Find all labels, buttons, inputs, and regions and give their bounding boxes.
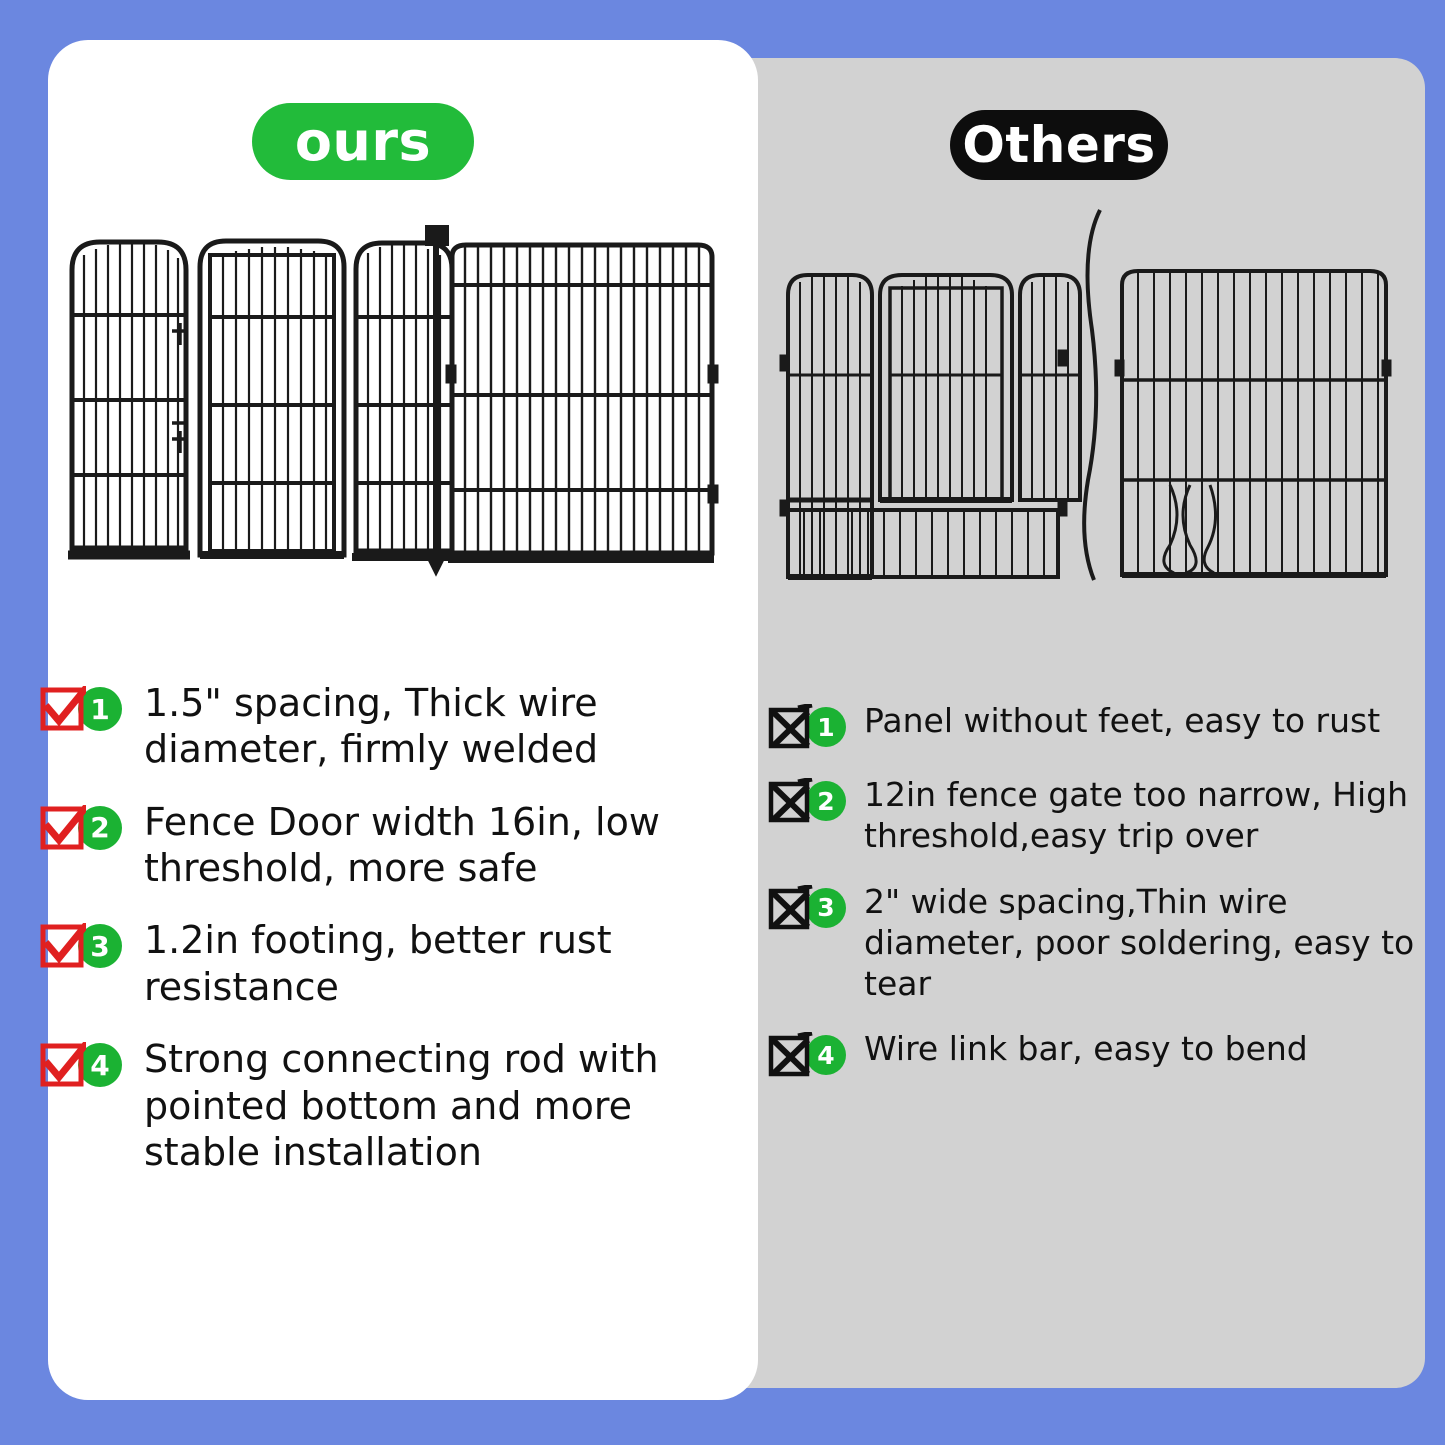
feature-text: Strong connecting rod with pointed bottom and more stable installation bbox=[144, 1037, 659, 1174]
feature-marks bbox=[768, 881, 846, 931]
feature-number: 3 bbox=[78, 924, 122, 968]
ours-feature-list bbox=[40, 680, 760, 1201]
list-item bbox=[40, 917, 760, 1010]
feature-marks bbox=[40, 799, 122, 851]
feature-marks bbox=[40, 1036, 122, 1088]
list-item bbox=[40, 799, 760, 892]
feature-text: Wire link bar, easy to bend bbox=[864, 1029, 1308, 1069]
feature-text: 2" wide spacing,Thin wire diameter, poor soldering, easy to tear bbox=[864, 881, 1415, 1003]
feature-marks bbox=[768, 1028, 846, 1078]
check-icon bbox=[40, 686, 86, 732]
feature-marks bbox=[40, 917, 122, 969]
cross-icon bbox=[768, 778, 814, 824]
check-icon bbox=[40, 923, 86, 969]
feature-number: 1 bbox=[78, 687, 122, 731]
ours-badge: ours bbox=[252, 103, 474, 180]
feature-marks bbox=[40, 680, 122, 732]
others-badge: Others bbox=[950, 110, 1168, 180]
check-icon bbox=[40, 805, 86, 851]
list-item bbox=[40, 1036, 760, 1175]
list-item bbox=[768, 1028, 1418, 1078]
cross-icon bbox=[768, 704, 814, 750]
list-item bbox=[40, 680, 760, 773]
feature-marks bbox=[768, 774, 846, 824]
list-item bbox=[768, 700, 1418, 750]
others-playpen-illustration bbox=[770, 200, 1410, 600]
others-feature-list bbox=[768, 700, 1418, 1102]
feature-text: 1.5" spacing, Thick wire diameter, firmly welded bbox=[144, 681, 599, 772]
cross-icon bbox=[768, 1032, 814, 1078]
list-item bbox=[768, 881, 1418, 1005]
check-icon bbox=[40, 1042, 86, 1088]
feature-text: 1.2in footing, better rust resistance bbox=[144, 918, 612, 1009]
feature-text: Fence Door width 16in, low threshold, more safe bbox=[144, 799, 660, 891]
list-item bbox=[768, 774, 1418, 857]
feature-text: 12in fence gate too narrow, High threshold,easy trip over bbox=[864, 775, 1409, 856]
ours-playpen-illustration bbox=[60, 225, 720, 605]
feature-number: 3 bbox=[806, 888, 846, 928]
cross-icon bbox=[768, 885, 814, 931]
feature-marks bbox=[768, 700, 846, 750]
feature-number: 1 bbox=[806, 707, 846, 747]
feature-number: 2 bbox=[806, 781, 846, 821]
feature-number: 4 bbox=[806, 1035, 846, 1075]
feature-number: 2 bbox=[78, 806, 122, 850]
feature-number: 4 bbox=[78, 1043, 122, 1087]
feature-text: Panel without feet, easy to rust bbox=[864, 701, 1381, 740]
